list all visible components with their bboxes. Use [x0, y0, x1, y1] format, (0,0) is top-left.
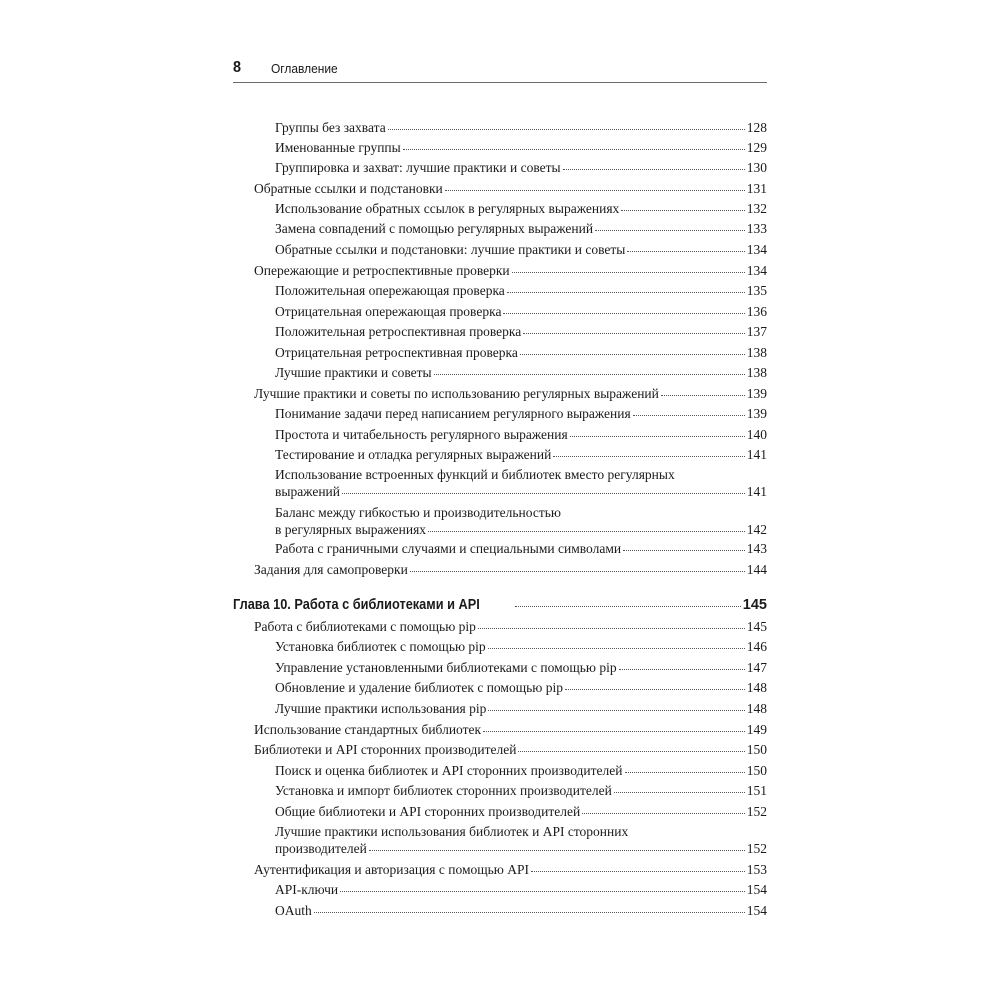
toc-entry-title: Управление установленными библиотеками с помощью pip [275, 660, 617, 675]
dot-leader [621, 210, 744, 211]
toc-entry-page: 145 [746, 619, 767, 634]
toc-entry [275, 466, 767, 500]
toc-entry-title: Общие библиотеки и API сторонних производителей [275, 804, 581, 819]
toc-entry-title-cont: производителей [275, 841, 367, 856]
toc-entry-page: 131 [746, 181, 767, 196]
dot-leader [523, 333, 745, 334]
chapter-page: 145 [742, 597, 767, 613]
dot-leader [434, 374, 745, 375]
dot-leader [478, 628, 745, 629]
toc-entry [275, 282, 767, 299]
toc-entry [275, 426, 767, 443]
page-number: 8 [233, 59, 242, 76]
toc-entry-title: Работа с библиотеками с помощью pip [254, 619, 476, 634]
toc-entry-page: 153 [746, 862, 767, 877]
toc-entry [275, 803, 767, 820]
toc-entry [275, 782, 767, 799]
toc-entry-title: Обратные ссылки и подстановки [254, 181, 443, 196]
toc-entry-title: Опережающие и ретроспективные проверки [254, 263, 510, 278]
dot-leader [428, 531, 745, 532]
toc-entry-page: 132 [746, 201, 767, 216]
dot-leader [410, 571, 745, 572]
toc-entry [275, 659, 767, 676]
toc-entry [275, 119, 767, 136]
toc-entry [254, 618, 767, 635]
running-title: Оглавление [271, 61, 338, 76]
dot-leader [342, 493, 745, 494]
toc-entry-page: 138 [746, 365, 767, 380]
toc-entry [254, 385, 767, 402]
toc-entry [275, 220, 767, 237]
dot-leader [627, 251, 744, 252]
dot-leader [314, 912, 745, 913]
toc-entry-page: 149 [746, 722, 767, 737]
toc-entry-title: Положительная ретроспективная проверка [275, 324, 522, 339]
toc-entry-page: 133 [746, 221, 767, 236]
toc-entry [254, 721, 767, 738]
toc-entry [254, 262, 767, 279]
dot-leader [625, 772, 745, 773]
toc-entry-title: Задания для самопроверки [254, 562, 408, 577]
toc-entry-title: Именованные группы [275, 140, 401, 155]
toc-entry [275, 139, 767, 156]
toc-entry-title-cont: в регулярных выражениях [275, 522, 427, 537]
toc-entry-title-cont: выражений [275, 484, 341, 499]
toc-entry-title: Установка библиотек с помощью pip [275, 639, 486, 654]
toc-entry [275, 200, 767, 217]
toc-entry-title: Поиск и оценка библиотек и API сторонних производителей [275, 763, 623, 778]
toc-entry-title: Группировка и захват: лучшие практики и советы [275, 160, 561, 175]
toc-entry-page: 141 [746, 447, 767, 462]
toc-entry [275, 762, 767, 779]
toc-entry-title: Использование встроенных функций и библиотек вместо регулярных [275, 467, 675, 482]
toc-entry [275, 364, 767, 381]
toc-entry-page: 148 [746, 701, 767, 716]
toc-entry-page: 150 [746, 742, 767, 757]
toc-entry-title: Использование обратных ссылок в регулярных выражениях [275, 201, 620, 216]
toc-entry-page: 134 [746, 242, 767, 257]
toc-entry [275, 540, 767, 557]
toc-entry-title: Работа с граничными случаями и специальными символами [275, 541, 622, 556]
toc-entry-page: 141 [746, 484, 767, 499]
toc-entry-page: 129 [746, 140, 767, 155]
toc-entry [254, 741, 767, 758]
toc-entry [275, 700, 767, 717]
dot-leader [520, 354, 745, 355]
toc-entry-page: 128 [746, 120, 767, 135]
dot-leader [565, 689, 745, 690]
toc-entry-title: Лучшие практики использования pip [275, 701, 487, 716]
toc-entry-page: 144 [746, 562, 767, 577]
dot-leader [445, 190, 745, 191]
toc-entry-page: 146 [746, 639, 767, 654]
dot-leader [582, 813, 745, 814]
toc-entry-page: 152 [746, 841, 767, 856]
dot-leader [595, 230, 745, 231]
toc-entry-page: 151 [746, 783, 767, 798]
toc-entry-page: 136 [746, 304, 767, 319]
toc-entry-page: 137 [746, 324, 767, 339]
toc-entry-title: Положительная опережающая проверка [275, 283, 505, 298]
toc-entry-page: 148 [746, 680, 767, 695]
dot-leader [553, 456, 744, 457]
toc-entry-title: Группы без захвата [275, 120, 386, 135]
toc-chapter [233, 596, 767, 614]
toc-entry-title: OAuth [275, 903, 312, 918]
dot-leader [518, 751, 744, 752]
toc-entry [275, 881, 767, 898]
toc-entry-title: Замена совпадений с помощью регулярных выражений [275, 221, 594, 236]
toc-entry-title: Лучшие практики и советы [275, 365, 432, 380]
toc-entry-page: 147 [746, 660, 767, 675]
toc-entry [254, 180, 767, 197]
toc-entry-title: Отрицательная ретроспективная проверка [275, 345, 518, 360]
toc-entry-page: 138 [746, 345, 767, 360]
toc-entry-title: Аутентификация и авторизация с помощью API [254, 862, 529, 877]
dot-leader [488, 710, 744, 711]
toc-entry-page: 150 [746, 763, 767, 778]
dot-leader [563, 169, 745, 170]
toc-entry [275, 344, 767, 361]
dot-leader [570, 436, 745, 437]
toc-entry-page: 139 [746, 386, 767, 401]
toc-entry [275, 504, 767, 538]
dot-leader [503, 313, 744, 314]
toc-entry-page: 143 [746, 541, 767, 556]
toc-entry-title: Лучшие практики и советы по использованию регулярных выражений [254, 386, 659, 401]
toc-entry [275, 303, 767, 320]
toc-entry [275, 159, 767, 176]
dot-leader [619, 669, 745, 670]
toc-entry-page: 135 [746, 283, 767, 298]
toc-entry [275, 405, 767, 422]
toc-entry-page: 134 [746, 263, 767, 278]
dot-leader [633, 415, 745, 416]
toc-entry-page: 154 [746, 903, 767, 918]
toc-entry-title: Использование стандартных библиотек [254, 722, 482, 737]
toc-entry-page: 142 [746, 522, 767, 537]
dot-leader [507, 292, 745, 293]
toc-entry-title: Обновление и удаление библиотек с помощью pip [275, 680, 563, 695]
dot-leader [515, 606, 740, 607]
toc-entry-title: Обратные ссылки и подстановки: лучшие практики и советы [275, 242, 626, 257]
dot-leader [512, 272, 745, 273]
toc-entry [275, 902, 767, 919]
toc-entry [275, 323, 767, 340]
toc-entry [275, 823, 767, 857]
toc-entry-page: 139 [746, 406, 767, 421]
dot-leader [531, 871, 745, 872]
toc-entry-page: 130 [746, 160, 767, 175]
dot-leader [488, 648, 745, 649]
toc-entry [275, 679, 767, 696]
toc-entry-title: Понимание задачи перед написанием регулярного выражения [275, 406, 631, 421]
toc-entry-title: Установка и импорт библиотек сторонних производителей [275, 783, 612, 798]
dot-leader [369, 850, 745, 851]
toc-entry [275, 446, 767, 463]
dot-leader [614, 792, 745, 793]
dot-leader [483, 731, 745, 732]
chapter-title: Глава 10. Работа с библиотеками и API [233, 597, 480, 613]
toc-entry-title: API-ключи [275, 882, 339, 897]
toc-entry-title: Тестирование и отладка регулярных выражений [275, 447, 552, 462]
toc-entry-title: Лучшие практики использования библиотек и API сторонних [275, 824, 629, 839]
dot-leader [340, 891, 745, 892]
toc-entry-title: Отрицательная опережающая проверка [275, 304, 502, 319]
toc-entry [275, 638, 767, 655]
toc-entry-title: Баланс между гибкостью и производительностью [275, 505, 561, 520]
dot-leader [403, 149, 745, 150]
toc-entry-page: 140 [746, 427, 767, 442]
toc-entry-title: Библиотеки и API сторонних производителей [254, 742, 517, 757]
toc-entry-page: 154 [746, 882, 767, 897]
toc-entry-title: Простота и читабельность регулярного выражения [275, 427, 568, 442]
dot-leader [661, 395, 745, 396]
dot-leader [388, 129, 745, 130]
toc-entry [254, 561, 767, 578]
dot-leader [623, 550, 745, 551]
toc-entry [254, 861, 767, 878]
toc-entry-page: 152 [746, 804, 767, 819]
toc-entry [275, 241, 767, 258]
